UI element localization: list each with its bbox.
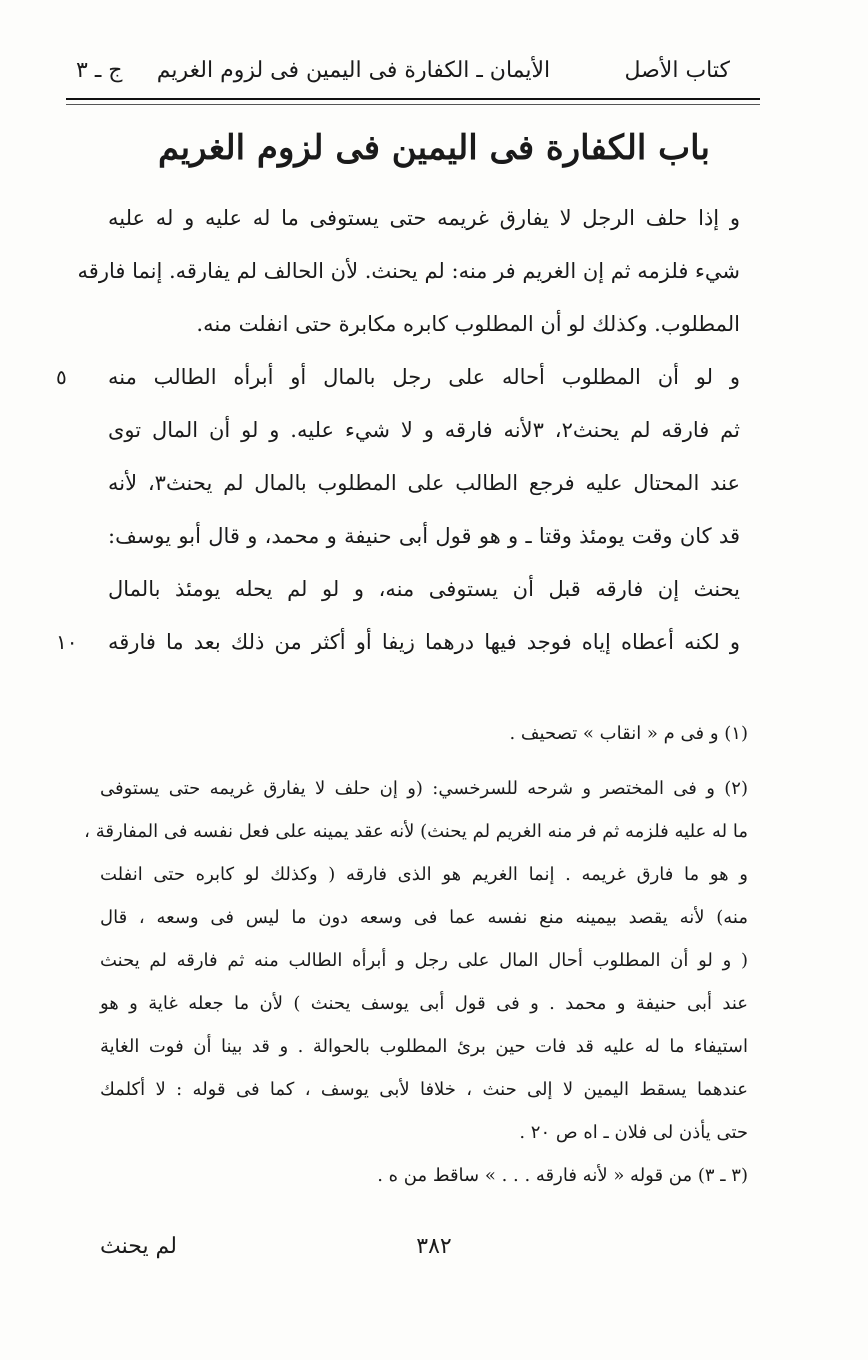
footnote-line: و هو ما فارق غريمه . إنما الغريم هو الذى فارقه ( وكذلك لو كابره حتى انفلت: [100, 864, 748, 885]
page-number: ٣٨٢: [416, 1234, 452, 1259]
line-number: ١٠: [56, 630, 78, 654]
footnote-line: (٣ ـ ٣) من قوله « لأنه فارقه . . . » ساقط من ه .: [377, 1165, 748, 1186]
footnotes-block: [84, 712, 748, 1197]
footnote-line: ( و لو أن المطلوب أحال المال على رجل و أبرأه الطالب منه ثم فارقه لم يحنث: [100, 950, 748, 971]
main-line: [108, 192, 740, 245]
main-line-text: و لو أن المطلوب أحاله على رجل بالمال أو أبرأه الطالب منه: [108, 365, 740, 389]
running-header: [66, 48, 730, 92]
header-book-title: كتاب الأصل: [624, 57, 730, 83]
main-line-text: المطلوب. وكذلك لو أن المطلوب كابره مكابرة حتى انفلت منه.: [196, 312, 740, 336]
main-line-text: و إذا حلف الرجل لا يفارق غريمه حتى يستوفى ما له عليه و له عليه: [108, 206, 740, 230]
main-line-text: و لكنه أعطاه إياه فوجد فيها درهما زيفا أو أكثر من ذلك بعد ما فارقه: [108, 630, 740, 654]
main-line-text: يحنث إن فارقه قبل أن يستوفى منه، و لو لم يحله يومئذ بالمال: [108, 577, 740, 601]
main-line: [56, 616, 740, 669]
footnote-line: منه) لأنه يقصد بيمينه منع نفسه عما فى وسعه دون ما ليس فى وسعه ، قال: [100, 907, 748, 928]
main-line: [108, 404, 740, 457]
footnote-line: عند أبى حنيفة و محمد . و فى قول أبى يوسف يحنث ) لأن ما جعله غاية و هو: [100, 993, 748, 1014]
main-text-block: [56, 192, 741, 669]
header-section-title: الأيمان ـ الكفارة فى اليمين فى لزوم الغريم: [156, 57, 551, 83]
footnote-line: ما له عليه فلزمه ثم فر منه الغريم لم يحنث) لأنه عقد يمينه على فعل نفسه فى المفارقة ،: [84, 821, 748, 842]
footnote-line: عندهما يسقط اليمين لا إلى حنث ، خلافا لأبى يوسف ، كما فى قوله : لا أكلمك: [100, 1079, 748, 1100]
main-line: [108, 563, 740, 616]
catchword: لم يحنث: [100, 1234, 177, 1259]
footnote-line: استيفاء ما له عليه قد فات حين برئ المطلوب بالحوالة . و قد بينا أن فوت الغاية: [100, 1036, 748, 1057]
main-line-text: ثم فارقه لم يحنث٢، ٣لأنه فارقه و لا شيء عليه. و لو أن المال توى: [108, 418, 741, 442]
footnote-line: (١) و فى م « انقاب » تصحيف .: [509, 723, 748, 744]
main-line-text: قد كان وقت يومئذ وقتا ـ و هو قول أبى حنيفة و محمد، و قال أبو يوسف:: [108, 524, 740, 548]
main-line-text: عند المحتال عليه فرجع الطالب على المطلوب بالمال لم يحنث٣، لأنه: [108, 471, 740, 495]
main-line: [108, 457, 740, 510]
line-number: ٥: [56, 365, 67, 389]
main-line: [108, 298, 740, 351]
header-volume: ج ـ ٣: [76, 57, 123, 83]
main-line: [56, 351, 740, 404]
chapter-title: باب الكفارة فى اليمين فى لزوم الغريم: [158, 128, 710, 168]
main-line-text: شيء فلزمه ثم إن الغريم فر منه: لم يحنث. لأن الحالف لم يفارقه. إنما فارقه: [77, 259, 740, 283]
footnote-line: (٢) و فى المختصر و شرحه للسرخسي: (و إن حلف لا يفارق غريمه حتى يستوفى: [100, 778, 748, 799]
header-rule: [66, 98, 760, 100]
footnote-line: حتى يأذن لى فلان ـ اه ص ٢٠ .: [519, 1122, 748, 1143]
main-line: [108, 510, 740, 563]
main-line: [77, 245, 740, 298]
header-rule-thin: [66, 104, 760, 105]
